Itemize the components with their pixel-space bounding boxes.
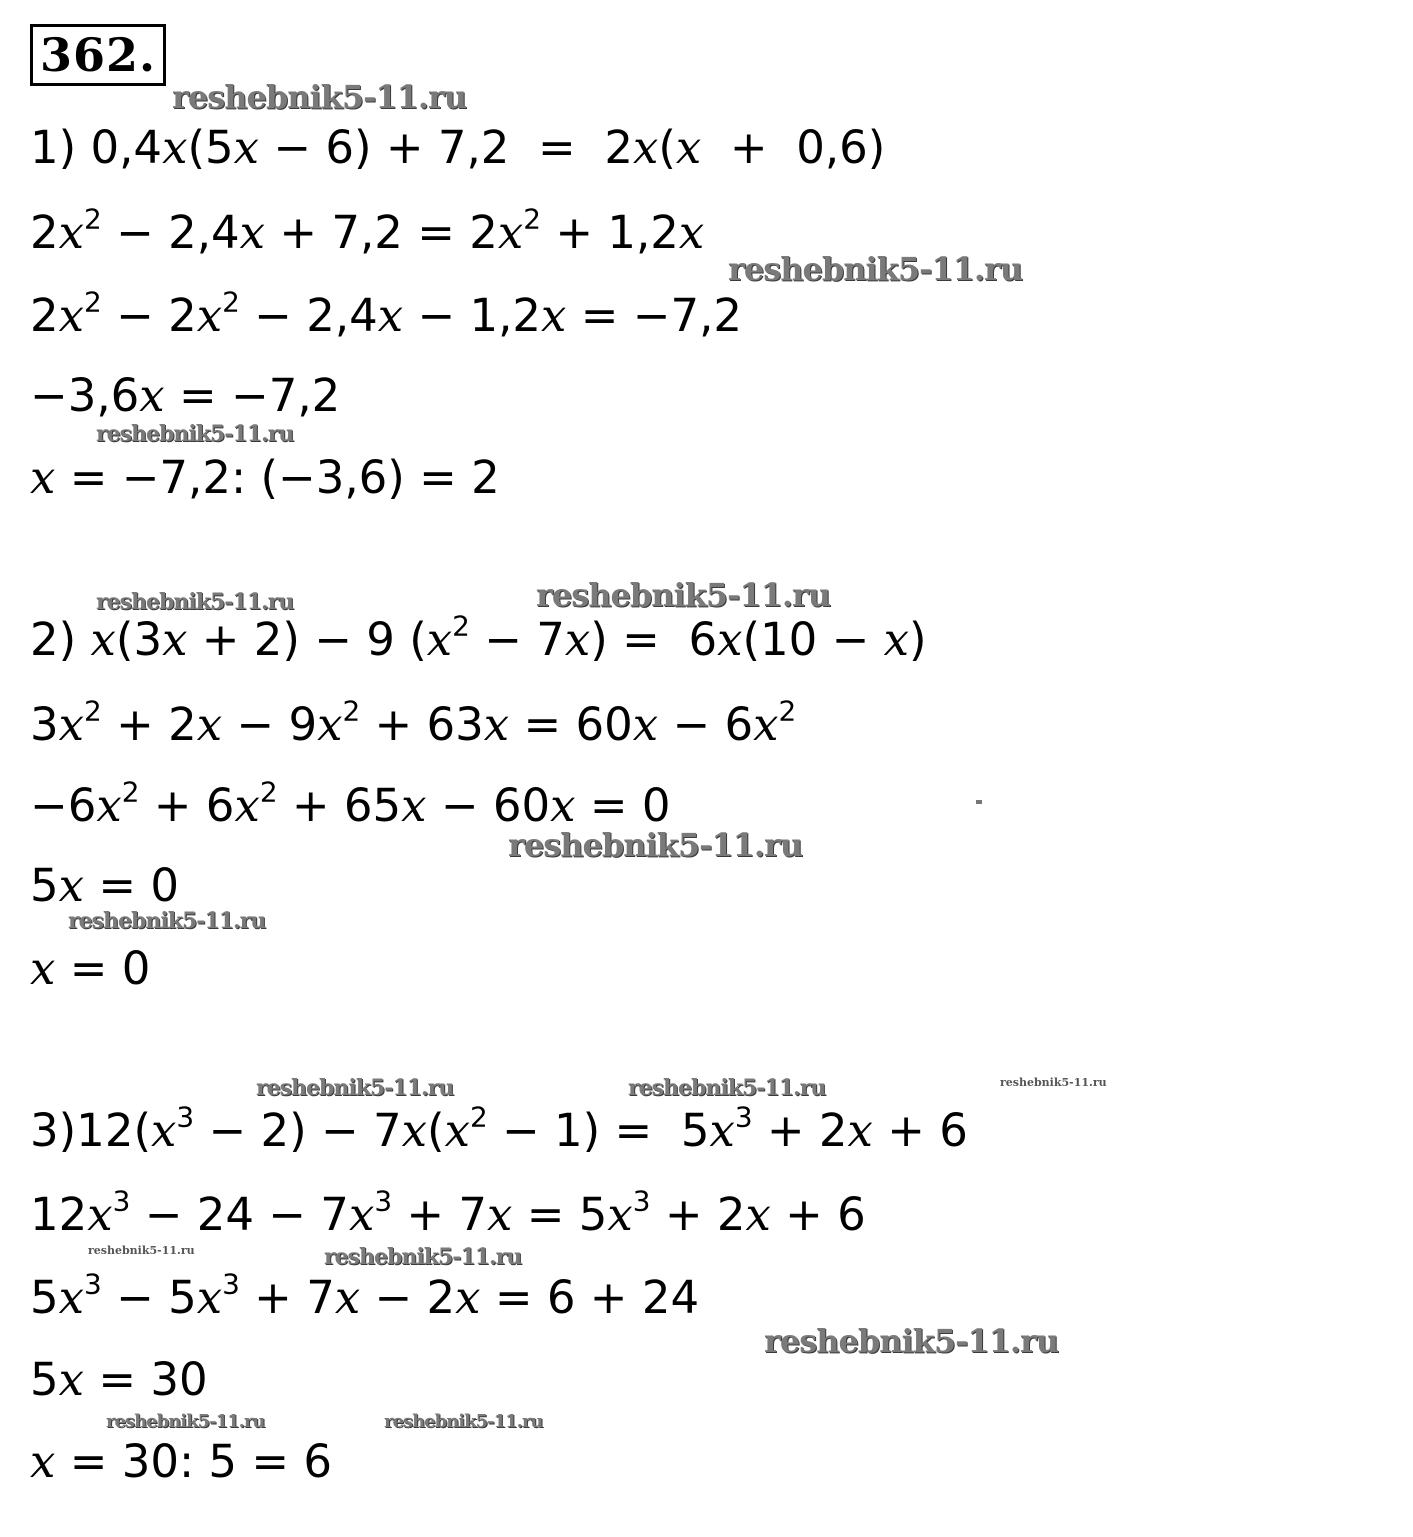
- solution-line: $3x^2 + 2x - 9x^2 + 63x = 60x - 6x^2$: [30, 694, 797, 751]
- watermark: reshebnik5-11.ru: [508, 826, 803, 864]
- solution-line: 5x = 30: [30, 1353, 208, 1406]
- solution-line: $-6x^2 + 6x^2 + 65x - 60x = 0$: [30, 775, 671, 832]
- solution-line: $2x^2 - 2x^2 - 2,4x - 1,2x = -7,2$: [30, 285, 743, 342]
- watermark: reshebnik5-11.ru: [96, 421, 294, 447]
- watermark: reshebnik5-11.ru: [764, 1322, 1059, 1360]
- watermark: reshebnik5-11.ru: [1000, 1076, 1107, 1089]
- solution-line: $3)12(x^3 - 2) - 7x(x^2 - 1) = 5x^3 + 2x + 6$: [30, 1100, 968, 1157]
- solution-line: 5x = 0: [30, 859, 179, 912]
- solution-line: 2) x(3x + 2) − 9 $(x^2 - 7x) = 6x(10 - x)$: [30, 609, 927, 666]
- watermark: reshebnik5-11.ru: [172, 78, 467, 116]
- solution-line: x = −7,2: (−3,6) = 2: [30, 451, 500, 504]
- watermark: reshebnik5-11.ru: [88, 1244, 195, 1257]
- watermark: reshebnik5-11.ru: [536, 576, 831, 614]
- watermark: reshebnik5-11.ru: [96, 589, 294, 615]
- speck: [976, 800, 982, 804]
- solution-line: $12x^3 - 24 - 7x^3 + 7x = 5x^3 + 2x + 6$: [30, 1184, 866, 1241]
- problem-number: 362.: [30, 24, 166, 86]
- solution-line: −3,6x = −7,2: [30, 369, 341, 422]
- solution-line: x = 30: 5 = 6: [30, 1435, 333, 1488]
- watermark: reshebnik5-11.ru: [106, 1411, 265, 1432]
- watermark: reshebnik5-11.ru: [384, 1411, 543, 1432]
- watermark: reshebnik5-11.ru: [324, 1244, 522, 1270]
- solution-line: $5x^3 - 5x^3 + 7x - 2x = 6 + 24$: [30, 1267, 700, 1324]
- solution-line: $2x^2 - 2,4x + 7,2 = 2x^2 + 1,2x$: [30, 202, 705, 259]
- watermark: reshebnik5-11.ru: [68, 908, 266, 934]
- solution-line: x = 0: [30, 942, 151, 995]
- watermark: reshebnik5-11.ru: [628, 1075, 826, 1101]
- watermark: reshebnik5-11.ru: [728, 250, 1023, 288]
- solution-line: 1) 0,4x(5x − 6) + 7,2 = 2x(x + 0,6): [30, 121, 886, 174]
- watermark: reshebnik5-11.ru: [256, 1075, 454, 1101]
